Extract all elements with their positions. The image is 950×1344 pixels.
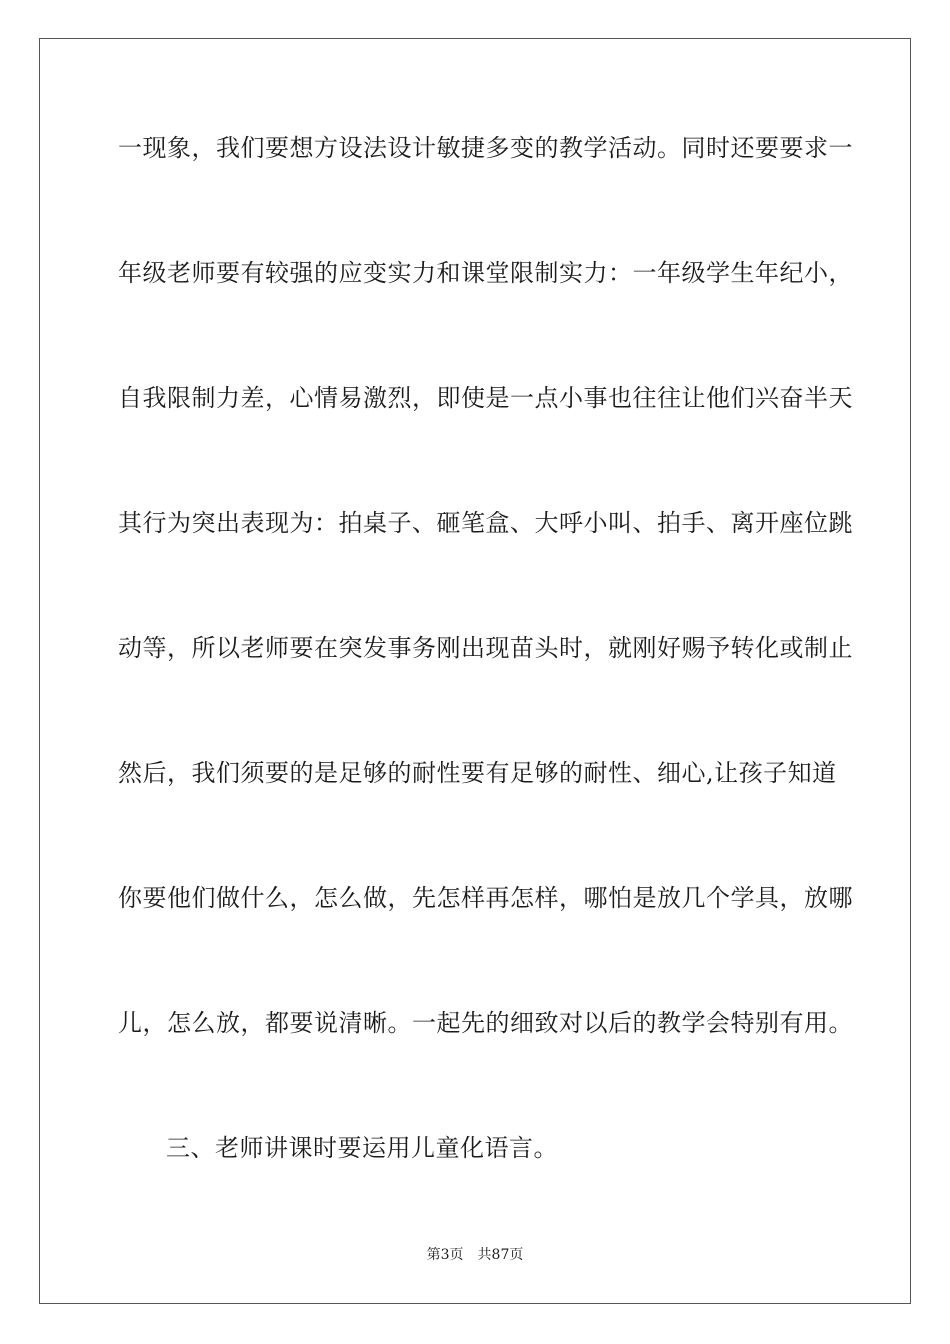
page-total: 共87页	[477, 1247, 524, 1263]
body-text-line: 动等，所以老师要在突发事务刚出现苗头时，就刚好赐予转化或制止	[118, 634, 853, 662]
page-border	[39, 38, 911, 1304]
body-text-line: 自我限制力差，心情易激烈，即使是一点小事也往往让他们兴奋半天	[118, 384, 853, 412]
body-text-line: 一现象，我们要想方设法设计敏捷多变的教学活动。同时还要要求一	[118, 134, 853, 162]
body-text-line: 儿，怎么放，都要说清晰。一起先的细致对以后的教学会特别有用。	[118, 1009, 853, 1037]
page-number: 第3页	[426, 1247, 464, 1263]
body-text-line: 然后，我们须要的是足够的耐性要有足够的耐性、细心,让孩子知道	[118, 759, 837, 787]
body-text-line: 你要他们做什么，怎么做，先怎样再怎样，哪怕是放几个学具，放哪	[118, 884, 853, 912]
body-text-line: 其行为突出表现为：拍桌子、砸笔盒、大呼小叫、拍手、离开座位跳	[118, 509, 853, 537]
body-text-line: 年级老师要有较强的应变实力和课堂限制实力：一年级学生年纪小，	[118, 259, 853, 287]
page-footer	[0, 1245, 950, 1265]
section-heading: 三、老师讲课时要运用儿童化语言。	[166, 1134, 558, 1162]
